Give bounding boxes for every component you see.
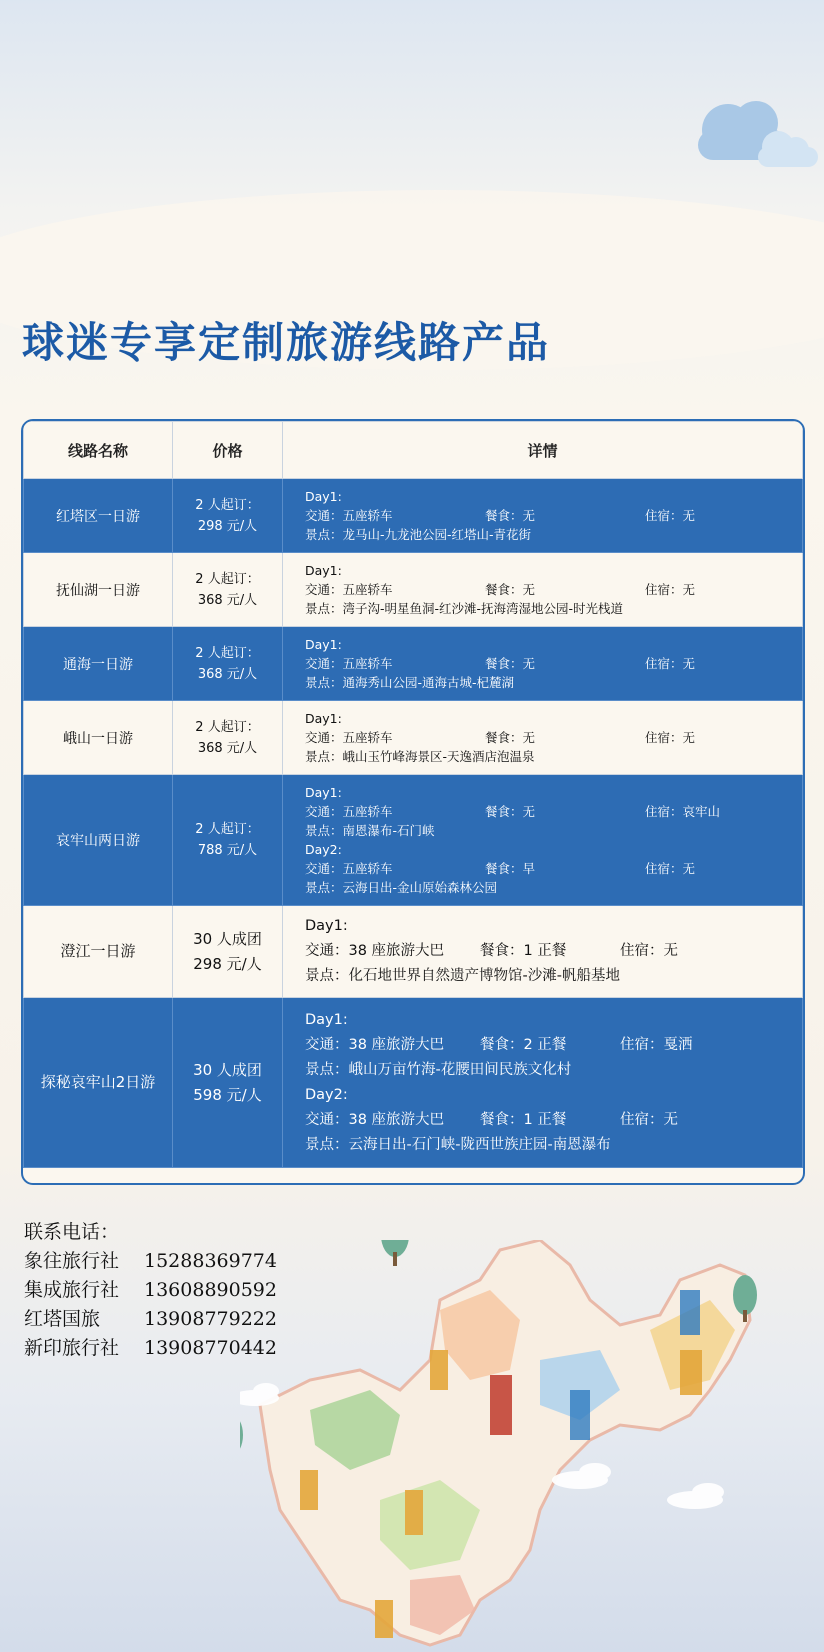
price-line: 30 人成团: [193, 929, 262, 948]
agency-name: 红塔国旅: [24, 1308, 101, 1330]
price-line: 2 人起订：: [195, 719, 260, 735]
detail-text: 餐食：无: [485, 804, 536, 819]
detail-line: [305, 840, 802, 859]
detail-text: 景点：南恩瀑布-石门峡: [305, 823, 435, 838]
detail-text: 交通：五座轿车: [305, 582, 393, 597]
price-line: 298 元/人: [197, 518, 258, 534]
agency-name: 象往旅行社: [24, 1250, 120, 1272]
detail-text: 交通：五座轿车: [305, 508, 393, 523]
detail-line: [305, 487, 802, 506]
price-line: 368 元/人: [197, 740, 258, 756]
route-price: [173, 479, 283, 553]
detail-text: 景点：峨山玉竹峰海景区-天逸酒店泡温泉: [305, 749, 535, 764]
route-details: [283, 998, 803, 1168]
route-name: 抚仙湖一日游: [24, 553, 173, 627]
detail-text: Day1:: [305, 785, 342, 800]
detail-line: [305, 964, 802, 989]
detail-text: 景点：峨山万亩竹海-花腰田间民族文化村: [305, 1061, 572, 1078]
agency-name: 新印旅行社: [24, 1337, 120, 1359]
detail-text: Day1:: [305, 1011, 348, 1028]
detail-text: Day1:: [305, 711, 342, 726]
route-name: 哀牢山两日游: [24, 775, 173, 906]
detail-text: 景点：化石地世界自然遗产博物馆-沙滩-帆船基地: [305, 968, 620, 984]
detail-text: 交通：38 座旅游大巴: [305, 1036, 445, 1053]
detail-line: [305, 728, 802, 747]
price-line: 2 人起订：: [195, 497, 260, 513]
detail-text: 住宿：无: [645, 656, 696, 671]
detail-line: [305, 783, 802, 802]
price-line: 368 元/人: [197, 592, 258, 608]
route-price: [173, 906, 283, 998]
price-line: 30 人成团: [193, 1060, 262, 1079]
detail-text: 餐食：无: [485, 508, 536, 523]
detail-text: 交通：38 座旅游大巴: [305, 1111, 445, 1128]
route-price: [173, 701, 283, 775]
table-row: [24, 479, 803, 553]
route-details: [283, 479, 803, 553]
price-line: 368 元/人: [197, 666, 258, 682]
detail-text: 交通：五座轿车: [305, 861, 393, 876]
detail-text: 餐食：1 正餐: [480, 943, 567, 959]
price-line: 298 元/人: [193, 954, 262, 973]
detail-line: [305, 802, 802, 821]
detail-line: [305, 580, 802, 599]
route-price: [173, 998, 283, 1168]
detail-line: [305, 673, 802, 692]
agency-name: 集成旅行社: [24, 1279, 120, 1301]
route-name: 澄江一日游: [24, 906, 173, 998]
route-details: [283, 906, 803, 998]
phone-number[interactable]: 13608890592: [144, 1279, 277, 1301]
route-price: [173, 553, 283, 627]
detail-text: Day1:: [305, 563, 342, 578]
detail-text: 住宿：无: [620, 1111, 678, 1128]
phone-number[interactable]: 15288369774: [144, 1250, 277, 1272]
detail-text: Day2:: [305, 1086, 348, 1103]
detail-text: 住宿：哀牢山: [645, 804, 721, 819]
detail-text: 景点：龙马山-九龙池公园-红塔山-青花街: [305, 527, 532, 542]
table-row: [24, 775, 803, 906]
price-line: 788 元/人: [197, 843, 258, 858]
detail-line: [305, 1058, 802, 1083]
detail-text: Day1:: [305, 918, 348, 934]
detail-text: 交通：五座轿车: [305, 804, 393, 819]
detail-line: [305, 635, 802, 654]
detail-text: 景点：湾子沟-明星鱼洞-红沙滩-抚海湾湿地公园-时光栈道: [305, 601, 624, 616]
header-details: 详情: [283, 422, 803, 479]
detail-text: 住宿：戛洒: [620, 1036, 693, 1053]
detail-line: [305, 859, 802, 878]
tree-icon: [240, 1415, 243, 1462]
detail-line: [305, 1083, 802, 1108]
route-price: [173, 627, 283, 701]
page-title: 球迷专享定制旅游线路产品: [22, 318, 551, 367]
price-line: 2 人起订：: [195, 645, 260, 661]
detail-text: 餐食：无: [485, 582, 536, 597]
header-route-name: 线路名称: [24, 422, 173, 479]
detail-line: [305, 506, 802, 525]
price-line: 598 元/人: [193, 1085, 262, 1104]
detail-text: 景点：云海日出-石门峡-陇西世族庄园-南恩瀑布: [305, 1136, 611, 1153]
table-row: [24, 906, 803, 998]
detail-line: [305, 878, 802, 897]
phone-number[interactable]: 13908779222: [144, 1308, 277, 1330]
tree-icon: [381, 1240, 409, 1266]
cloud-icon: [667, 1483, 724, 1509]
route-name: 通海一日游: [24, 627, 173, 701]
detail-text: 交通：五座轿车: [305, 730, 393, 745]
detail-text: Day1:: [305, 637, 342, 652]
route-details: [283, 627, 803, 701]
detail-text: 餐食：早: [485, 861, 536, 876]
detail-text: 餐食：2 正餐: [480, 1036, 567, 1053]
phone-number[interactable]: 13908770442: [144, 1337, 277, 1359]
route-name: 峨山一日游: [24, 701, 173, 775]
detail-line: [305, 747, 802, 766]
detail-line: [305, 1133, 802, 1158]
detail-text: 景点：云海日出-金山原始森林公园: [305, 880, 498, 895]
detail-line: [305, 939, 802, 964]
route-details: [283, 775, 803, 906]
table-row: [24, 553, 803, 627]
detail-line: [305, 1108, 802, 1133]
illustrated-map: [240, 1240, 810, 1650]
detail-line: [305, 1033, 802, 1058]
route-table: [21, 419, 805, 1185]
header-price: 价格: [173, 422, 283, 479]
table-row: [24, 701, 803, 775]
detail-text: Day2:: [305, 842, 342, 857]
detail-text: Day1:: [305, 489, 342, 504]
detail-line: [305, 821, 802, 840]
detail-line: [305, 599, 802, 618]
detail-line: [305, 1008, 802, 1033]
price-line: 2 人起订：: [195, 571, 260, 587]
cloud-icon: [240, 1383, 279, 1406]
detail-text: 住宿：无: [620, 943, 678, 959]
route-details: [283, 553, 803, 627]
price-line: 2 人起订：: [195, 822, 260, 837]
detail-text: 餐食：无: [485, 656, 536, 671]
detail-line: [305, 561, 802, 580]
route-name: 探秘哀牢山2日游: [24, 998, 173, 1168]
detail-line: [305, 709, 802, 728]
detail-line: [305, 654, 802, 673]
route-details: [283, 701, 803, 775]
detail-text: 住宿：无: [645, 508, 696, 523]
detail-text: 餐食：无: [485, 730, 536, 745]
table-row: [24, 998, 803, 1168]
route-name: 红塔区一日游: [24, 479, 173, 553]
detail-line: [305, 525, 802, 544]
detail-text: 交通：38 座旅游大巴: [305, 943, 445, 959]
detail-text: 交通：五座轿车: [305, 656, 393, 671]
table-row: [24, 627, 803, 701]
route-price: [173, 775, 283, 906]
detail-text: 住宿：无: [645, 861, 696, 876]
detail-text: 住宿：无: [645, 730, 696, 745]
detail-line: [305, 914, 802, 939]
contact-heading: 联系电话：: [24, 1221, 120, 1243]
detail-text: 景点：通海秀山公园-通海古城-杞麓湖: [305, 675, 515, 690]
cloud-icon: [678, 95, 818, 175]
detail-text: 住宿：无: [645, 582, 696, 597]
detail-text: 餐食：1 正餐: [480, 1111, 567, 1128]
